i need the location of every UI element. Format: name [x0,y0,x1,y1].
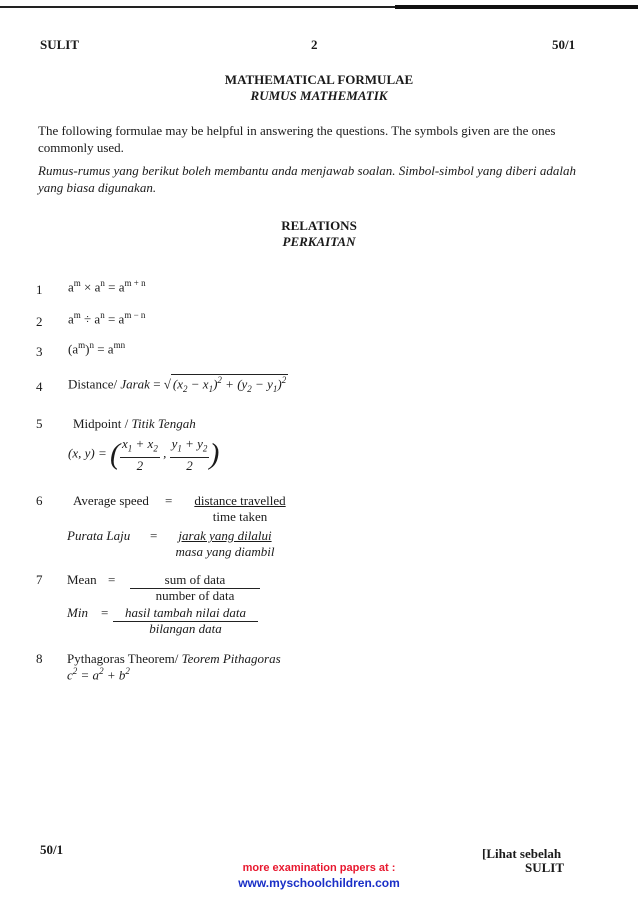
intro-en: The following formulae may be helpful in answering the questions. The symbols given are the ones commonly used. [38,123,556,155]
footer-turn-over: [Lihat sebelah [482,846,562,861]
header-sulit: SULIT [40,37,80,52]
footer-promo: more examination papers at : [242,862,396,874]
formula-3: $(a^m)^n = a^{mn}$ [68,340,126,357]
avg-speed-num-ms: jarak yang dilalui [178,528,272,543]
equals-7b: = [101,605,109,620]
item-number-8: 8 [36,651,43,666]
formula-4: Distance/ Jarak = √ $(x_2 - x_1)^2 + (y_2 - y_1)^2$ [68,375,287,394]
mean-num-en: sum of data [130,572,260,589]
item-number-5: 5 [36,416,43,431]
footer-sulit: SULIT [525,860,565,875]
pythagoras-label [67,651,281,667]
section-ms: PERKAITAN [282,234,356,249]
formula-1: $a^m \times a^n = a^{m + n}$ [68,278,146,295]
footer-code: 50/1 [40,842,64,857]
avg-speed-label-en: Average speed [73,493,149,508]
title-ms: RUMUS MATHEMATIK [250,88,388,103]
mean-label-en: Mean [67,572,97,587]
avg-speed-den-ms: masa yang diambil [175,544,275,559]
formula-8: $c^2 = a^2 + b^2$ [67,666,130,683]
equals-6b: = [150,528,158,543]
item-number-6: 6 [36,493,43,508]
formula-2: $a^m \div a^n = a^{m - n}$ [68,310,146,327]
mean-den-en: number of data [155,588,235,603]
item-number-7: 7 [36,572,43,587]
midpoint-label-en: Midpoint / [73,416,129,431]
intro-ms: Rumus-rumus yang berikut boleh membantu anda menjawab soalan. Simbol-simbol yang diberi adalah yang biasa digunakan. [38,163,577,195]
item-number-1: 1 [36,282,43,297]
avg-speed-num-en: distance travelled [194,493,286,508]
distance-label-en: Distance/ [68,376,118,392]
item-number-2: 2 [36,314,43,329]
item-number-4: 4 [36,379,43,394]
paper-code: 50/1 [552,37,576,52]
page-number: 2 [311,37,318,52]
avg-speed-den-en: time taken [212,509,268,524]
item-number-3: 3 [36,344,43,359]
midpoint-label-ms: Titik Tengah [131,416,196,431]
title-en: MATHEMATICAL FORMULAE [224,72,414,87]
top-rule-dark [395,5,638,9]
formula-5: (x, y) = ( $\frac{x_1 + x_2}{2}$ , $\frac{y_1 + y_2}{2}$ ) [68,436,220,473]
pythagoras-label-ms: Teorem Pithagoras [181,651,281,666]
equals-7a: = [108,572,116,587]
distance-label-ms: Jarak [120,376,150,392]
mean-num-ms: hasil tambah nilai data [113,605,258,622]
mean-den-ms: bilangan data [149,621,222,636]
footer-url-link[interactable]: www.myschoolchildren.com [238,876,400,890]
equals-6a: = [165,493,173,508]
midpoint-label [73,416,196,432]
pythagoras-label-en: Pythagoras Theorem/ [67,651,179,666]
avg-speed-label-ms: Purata Laju [67,528,131,543]
mean-label-ms: Min [67,605,88,620]
section-en: RELATIONS [281,218,357,233]
